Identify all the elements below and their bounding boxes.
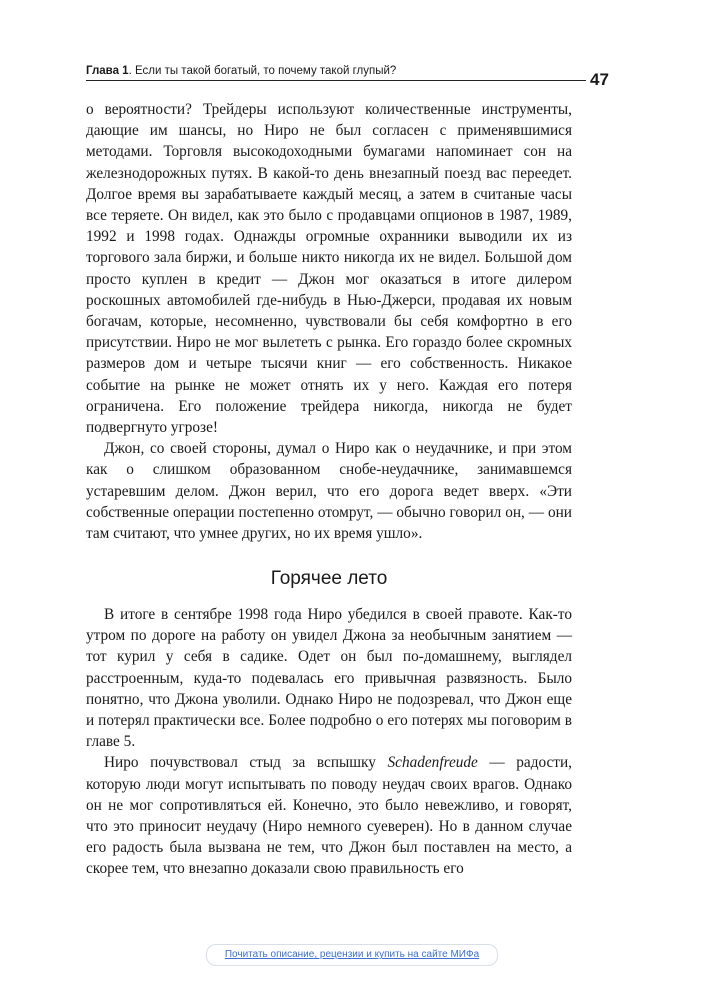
paragraph-text: Ниро почувствовал стыд за вспышку: [104, 754, 388, 772]
paragraph: В итоге в сентябре 1998 года Ниро убедился в своей правоте. Как-то утром по дороге на работу он увидел Джона за необычным занятием — тот курил у себя в садике. Одет он был по-домашнему, выглядел расстроенным, куда-то подевалась его привычная развязность. Было понятно, что Джона уволили. Однако Ниро не подозревал, что Джон еще и потерял практически все. Более подробно о его потерях мы поговорим в главе 5.: [86, 606, 572, 751]
body-text-top: [86, 99, 572, 544]
paragraph-text: — радости, которую люди могут испытывать по поводу неудач своих врагов. Однако он не мог сопротивляться ей. Конечно, это было невежливо, и говорят, что это приносит неудачу (Ниро немного суеверен). Но в данном случае его радость была вызвана не тем, что Джон был поставлен на место, а скорее тем, что внезапно доказали свою правильность его: [86, 754, 573, 878]
paragraph: о вероятности? Трейдеры используют количественные инструменты, дающие им шансы, но Ниро не был согласен с применявшимися методами. Торговля высокодоходными бумагами напоминает сон на железнодорожных путях. В какой-то день внезапный поезд вас переедет. Долгое время вы зарабатываете каждый месяц, а затем в считаные часы все теряете. Он видел, как это было с продавцами опционов в 1987, 1989, 1992 и 1998 годах. Однажды огромные охранники выводили их из торгового зала биржи, и больше никто никогда их не видел. Большой дом просто куплен в кредит — Джон мог оказаться в итоге дилером роскошных автомобилей где-нибудь в Нью-Джерси, продавая их новым богачам, которые, несомненно, чувствовали бы себя комфортно в его присутствии. Ниро не мог вылететь с рынка. Его гораздо более скромных размеров дом и четыре тысячи книг — его собственность. Никакое событие на рынке не может отнять их у него. Каждая его потеря ограничена. Его положение трейдера никогда, никогда не будет подвергнуто угрозе!: [86, 101, 572, 437]
body-text-bottom: [86, 604, 572, 880]
paragraph: [86, 752, 572, 879]
header-rule: [86, 80, 586, 81]
chapter-label: Глава 1: [86, 65, 129, 77]
chapter-title: . Если ты такой богатый, то почему такой глупый?: [128, 65, 397, 77]
italic-term: Schadenfreude: [387, 754, 478, 772]
running-header: [86, 62, 614, 80]
paragraph: Джон, со своей стороны, думал о Ниро как о неудачнике, и при этом как о слишком образованном снобе-неудачнике, занимавшемся устаревшим делом. Джон верил, что его дорога ведет вверх. «Эти собственные операции постепенно отомрут, — обычно говорил он, — они там считают, что умнее других, но их время ушло».: [86, 440, 572, 543]
buy-book-link[interactable]: Почитать описание, рецензии и купить на сайте МИФа: [206, 944, 498, 966]
section-heading: Горячее лето: [270, 568, 388, 589]
page-number: 47: [590, 70, 609, 89]
